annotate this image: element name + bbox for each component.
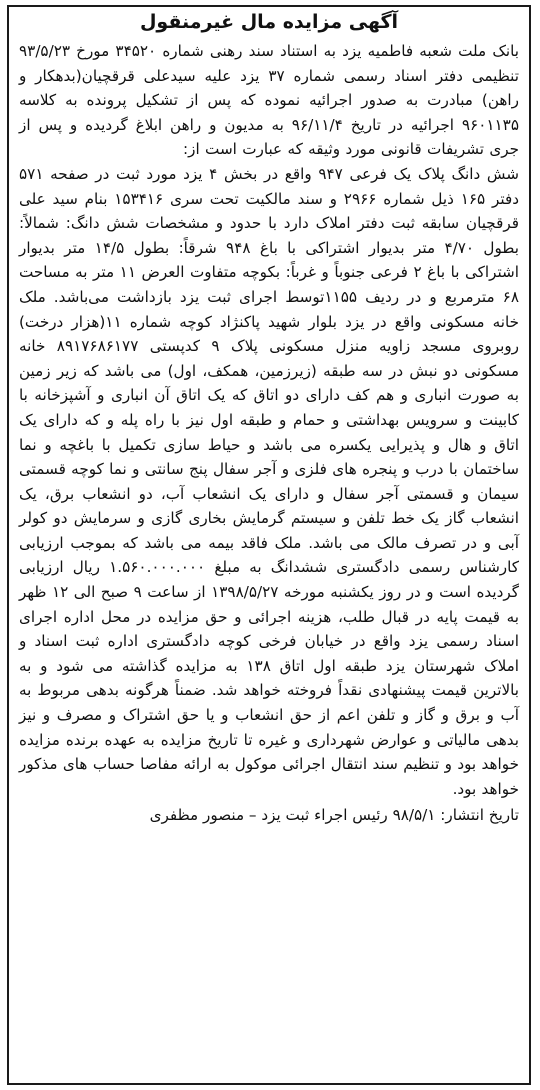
notice-title: آگهی مزایده مال غیرمنقول (139, 11, 399, 33)
notice-paragraph-intro: بانک ملت شعبه فاطمیه یزد به استناد سند رهنی شماره ۳۴۵۲۰ مورخ ۹۳/۵/۲۳ تنظیمی دفتر اسناد رسمی شماره ۳۷ یزد علیه سیدعلی قرقچیان(بدهکار و راهن) مبادرت به صدور اجرائیه نموده که پس از تشکیل پرونده به کلاسه ۹۶۰۱۱۳۵ اجرائیه در تاریخ ۹۶/۱۱/۴ به مدیون و راهن ابلاغ گردیده و پس از جری تشریفات قانونی مورد وثیقه که عبارت است از: (19, 42, 519, 159)
notice-body (9, 39, 529, 801)
notice-footer: تاریخ انتشار: ۹۸/۵/۱ رئیس اجراء ثبت یزد – منصور مظفری (149, 806, 519, 825)
notice-paragraph-property: شش دانگ پلاک یک فرعی ۹۴۷ واقع در بخش ۴ یزد مورد ثبت در صفحه ۵۷۱ دفتر ۱۶۵ ذیل شماره ۲۹۶۶ و سند مالکیت تحت سری ۱۵۳۴۱۶ بنام سید علی قرقچیان سابقه ثبت دفتر املاک دارد با حدود و مشخصات شش دانگ: شمالاً: بطول ۴/۷۰ متر بدیوار اشتراکی با باغ ۹۴۸ شرقاً: بطول ۱۴/۵ متر بدیوار اشتراکی با باغ ۲ فرعی جنوباً و غرباً: بکوچه متفاوت العرض ۱۱ متر به مساحت ۶۸ مترمربع و در ردیف ۱۱۵۵توسط اجرای ثبت یزد بازداشت می‌باشد. ملک خانه مسکونی واقع در یزد بلوار شهید پاکنژاد کوچه شماره ۱۱(هزار درخت) روبروی مسجد زاویه منزل مسکونی پلاک ۹ کدپستی ۸۹۱۷۶۸۶۱۷۷ خانه مسکونی دو نبش در سه طبقه (زیرزمین، همکف، اول) می باشد که زیر زمین به صورت انباری و هم کف دارای دو اتاق که یک اتاق آن انباری و آشپزخانه با کابینت و سرویس بهداشتی و حمام و طبقه اول نیز با راه پله و که دارای یک اتاق و هال و پذیرایی یکسره می باشد و حیاط سازی تکمیل با باغچه و نما ساختمان با درب و پنجره های فلزی و آجر سفال پنج سانتی و نما کوچه قسمتی سیمان و قسمتی آجر سفال و دارای یک انشعاب آب، دو انشعاب برق، یک انشعاب گاز یک خط تلفن و سیستم گرمایش بخاری گازی و سرمایش دو کولر آبی و در تصرف مالک می باشد. ملک فاقد بیمه می باشد که بموجب ارزیابی کارشناس رسمی دادگستری ششدانگ به مبلغ ۱.۵۶۰.۰۰۰.۰۰۰ ریال ارزیابی گردیده است و در روز یکشنبه مورخه ۱۳۹۸/۵/۲۷ از ساعت ۹ صبح الی ۱۲ ظهر به قیمت پایه در قبال طلب، هزینه اجرائی و حق مزایده در محل اداره اجرای اسناد رسمی یزد واقع در خیابان فرخی کوچه دادگستری اداره ثبت اسناد و املاک شهرستان یزد طبقه اول اتاق ۱۳۸ به مزایده گذاشته می شود و به بالاترین قیمت پیشنهادی نقداً فروخته خواهد شد. ضمناً هرگونه بدهی مربوط به آب و برق و گاز و تلفن اعم از حق انشعاب و یا حق اشتراک و مصرف و نیز بدهی مالیاتی و عوارض شهرداری و غیره تا تاریخ مزایده به عهده برنده مزایده خواهد بود و تنظیم سند انتقال اجرائی موکول به ارائه مفاصا حساب های مذکور خواهد بود. (19, 164, 520, 798)
auction-notice (7, 5, 531, 1085)
